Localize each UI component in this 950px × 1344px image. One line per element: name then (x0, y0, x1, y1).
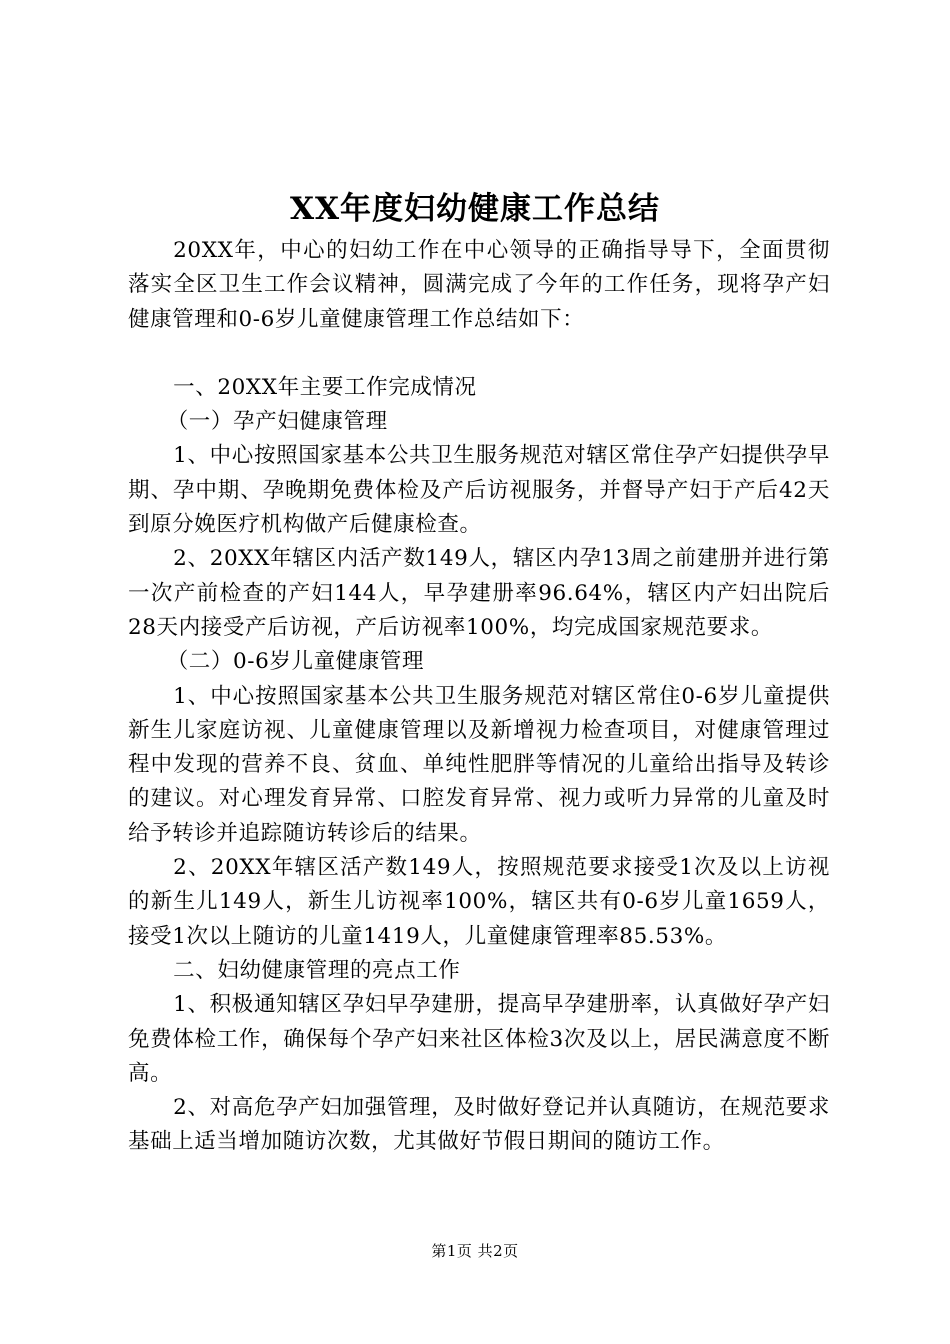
paragraph-maternal-2: 2、20XX年辖区内活产数149人，辖区内孕13周之前建册并进行第一次产前检查的产妇144人，早孕建册率96.64%，辖区内产妇出院后28天内接受产后访视，产后访视率100%，均完成国家规范要求。 (128, 546, 830, 640)
document-title: XX年度妇幼健康工作总结 (289, 191, 661, 227)
paragraph-child-1: 1、中心按照国家基本公共卫生服务规范对辖区常住0-6岁儿童提供新生儿家庭访视、儿童健康管理以及新增视力检查项目，对健康管理过程中发现的营养不良、贫血、单纯性肥胖等情况的儿童给出指导及转诊的建议。对心理发育异常、口腔发育异常、视力或听力异常的儿童及时给予转诊并追踪随访转诊后的结果。 (128, 683, 830, 846)
section-heading-2: 二、妇幼健康管理的亮点工作 (173, 957, 461, 983)
subsection-heading-2: （二）0-6岁儿童健康管理 (166, 649, 425, 675)
paragraph-highlight-1: 1、积极通知辖区孕妇早孕建册，提高早孕建册率，认真做好孕产妇免费体检工作，确保每个孕产妇来社区体检3次及以上，居民满意度不断高。 (128, 992, 830, 1086)
paragraph-highlight-2: 2、对高危孕产妇加强管理，及时做好登记并认真随访，在规范要求基础上适当增加随访次数，尤其做好节假日期间的随访工作。 (128, 1095, 830, 1155)
document-body (128, 234, 830, 1160)
paragraph-maternal-1: 1、中心按照国家基本公共卫生服务规范对辖区常住孕产妇提供孕早期、孕中期、孕晚期免费体检及产后访视服务，并督导产妇于产后42天到原分娩医疗机构做产后健康检查。 (128, 443, 830, 538)
section-heading-1: 一、20XX年主要工作完成情况 (173, 374, 477, 400)
page-footer: 第1页 共2页 (431, 1242, 519, 1260)
subsection-heading-1: （一）孕产妇健康管理 (166, 409, 388, 435)
intro-paragraph: 20XX年，中心的妇幼工作在中心领导的正确指导导下，全面贯彻落实全区卫生工作会议精神，圆满完成了今年的工作任务，现将孕产妇健康管理和0-6岁儿童健康管理工作总结如下： (128, 238, 830, 332)
paragraph-child-2: 2、20XX年辖区活产数149人，按照规范要求接受1次及以上访视的新生儿149人，新生儿访视率100%，辖区共有0-6岁儿童1659人，接受1次以上随访的儿童1419人，儿童健康管理率85.53%。 (128, 855, 830, 949)
